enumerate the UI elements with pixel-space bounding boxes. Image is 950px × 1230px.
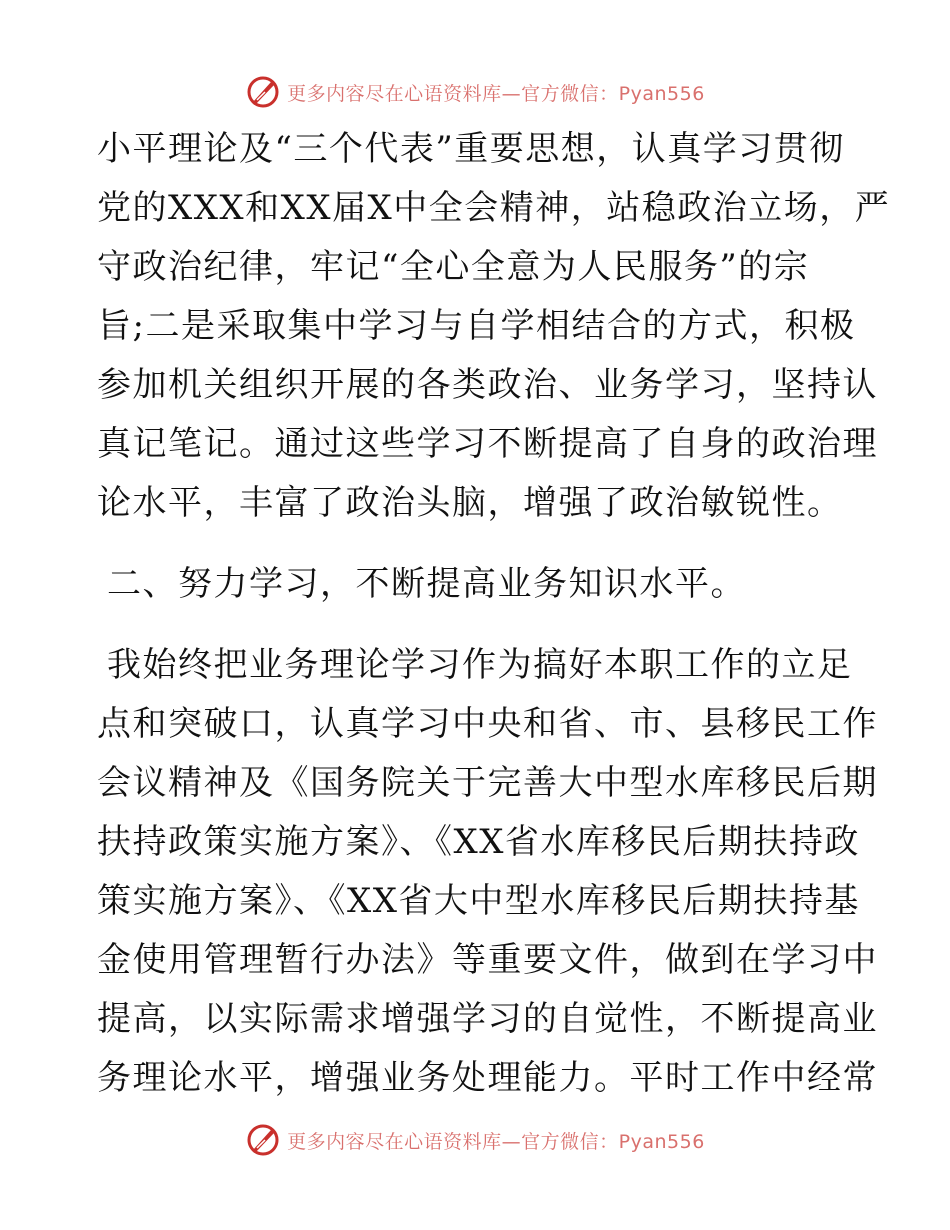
text-line: 党的XXX和XX届X中全会精神，站稳政治立场，严 [97, 188, 891, 228]
footer-watermark [0, 1118, 950, 1162]
text-line: 小平理论及“三个代表”重要思想，认真学习贯彻 [97, 129, 845, 169]
text-line: 参加机关组织开展的各类政治、业务学习，坚持认 [97, 365, 878, 405]
text-line: 旨;二是采取集中学习与自学相结合的方式，积极 [97, 306, 856, 346]
header-watermark [0, 70, 950, 114]
quill-logo-icon [245, 74, 281, 110]
watermark-text: 更多内容尽在心语资料库—官方微信：Pyan556 [287, 1130, 705, 1153]
text-line: 务理论水平，增强业务处理能力。平时工作中经常 [97, 1058, 878, 1098]
quill-logo-icon [245, 1122, 281, 1158]
text-line: 真记笔记。通过这些学习不断提高了自身的政治理 [97, 424, 878, 464]
text-line: 扶持政策实施方案》、《XX省水库移民后期扶持政 [97, 822, 860, 862]
watermark-text: 更多内容尽在心语资料库—官方微信：Pyan556 [287, 82, 705, 105]
text-line: 我始终把业务理论学习作为搞好本职工作的立足 [107, 645, 853, 685]
text-line: 提高，以实际需求增强学习的自觉性，不断提高业 [97, 999, 878, 1039]
text-line: 点和突破口，认真学习中央和省、市、县移民工作 [97, 704, 878, 744]
paragraph-political-study [97, 120, 891, 533]
document-body [97, 120, 891, 1108]
text-line: 守政治纪律，牢记“全心全意为人民服务”的宗 [97, 247, 810, 287]
paragraph-business-study [97, 636, 878, 1108]
section-heading: 二、努力学习，不断提高业务知识水平。 [107, 564, 746, 604]
text-line: 会议精神及《国务院关于完善大中型水库移民后期 [97, 763, 878, 803]
text-line: 金使用管理暂行办法》等重要文件，做到在学习中 [97, 940, 878, 980]
text-line: 策实施方案》、《XX省大中型水库移民后期扶持基 [97, 881, 860, 921]
text-line: 论水平，丰富了政治头脑，增强了政治敏锐性。 [97, 483, 843, 523]
